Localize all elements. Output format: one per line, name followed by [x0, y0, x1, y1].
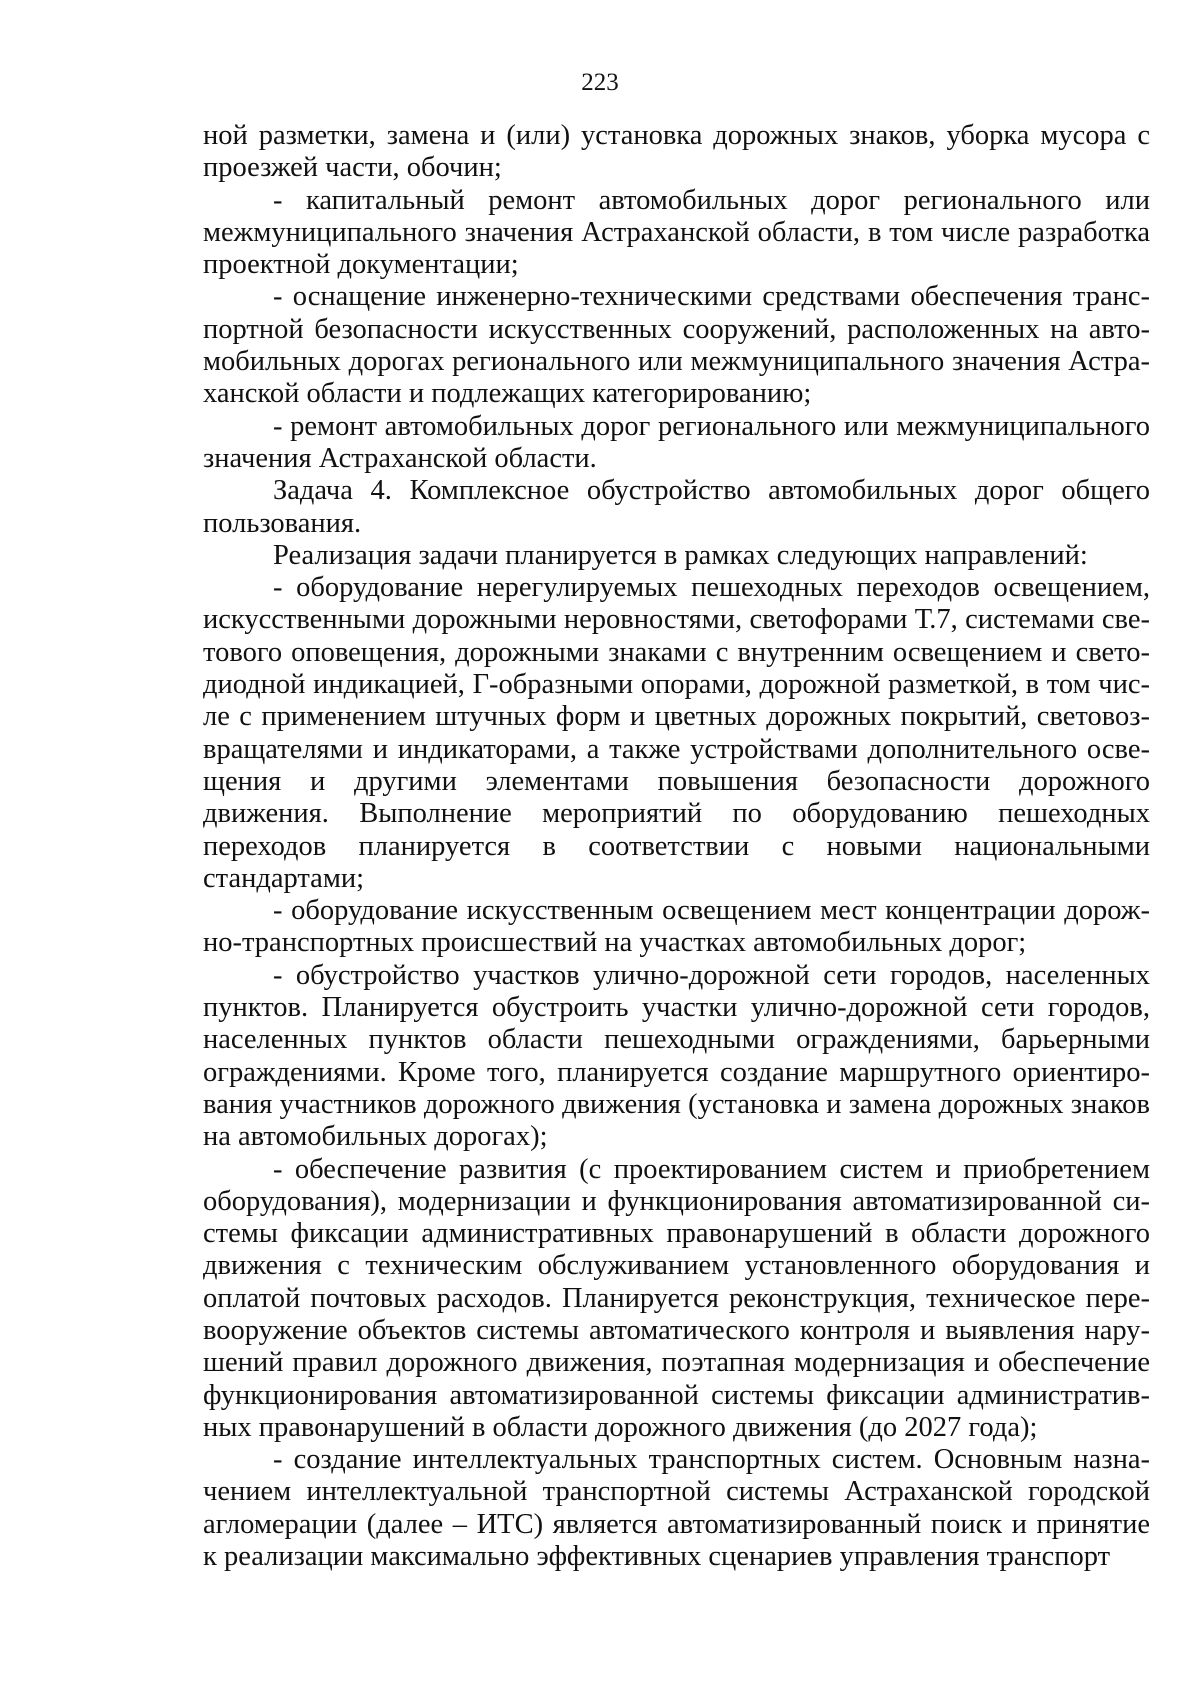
paragraph-artificial-lighting: - оборудование искусственным освещением мест концентрации дорожно-транспортных происшествий на участках автомобильных дорог; [203, 895, 1150, 959]
paragraph-transport-security: - оснащение инженерно-техническими средствами обеспечения транспортной безопасности искусственных сооружений, расположенных на автомобильных дорогах регионального или межмуниципального значения Астраханской области и подлежащих категорированию; [203, 281, 1150, 410]
paragraph-violation-system: - обеспечение развития (с проектированием систем и приобретением оборудования), модернизации и функционирования автоматизированной системы фиксации административных правонарушений в области дорожного движения с техническим обслуживанием установленного оборудования и оплатой почтовых расходов. Планируется реконструкция, техническое перевооружение объектов системы автоматического контроля и выявления нарушений правил дорожного движения, поэтапная модернизация и обеспечение функционирования автоматизированной системы фиксации административных правонарушений в области дорожного движения (до 2027 года); [203, 1153, 1150, 1443]
paragraph-pedestrian-crossings: - оборудование нерегулируемых пешеходных переходов освещением, искусственными дорожными неровностями, светофорами Т.7, системами светового оповещения, дорожными знаками с внутренним освещением и светодиодной индикацией, Г-образными опорами, дорожной разметкой, в том числе с применением штучных форм и цветных дорожных покрытий, световозвращателями и индикаторами, а также устройствами дополнительного освещения и другими элементами повышения безопасности дорожного движения. Выполнение мероприятий по оборудованию пешеходных переходов планируется в соответствии с новыми национальными стандартами; [203, 572, 1150, 894]
paragraph-street-network: - обустройство участков улично-дорожной сети городов, населенных пунктов. Планируется обустроить участки улично-дорожной сети городов, населенных пунктов области пешеходными ограждениями, барьерными ограждениями. Кроме того, планируется создание маршрутного ориентирования участников дорожного движения (установка и замена дорожных знаков на автомобильных дорогах); [203, 959, 1150, 1153]
paragraph-road-repair: - ремонт автомобильных дорог регионального или межмуниципального значения Астраханской области. [203, 410, 1150, 474]
paragraph-capital-repair: - капитальный ремонт автомобильных дорог регионального или межмуниципального значения Астраханской области, в том числе разработка проектной документации; [203, 184, 1150, 281]
paragraph-task-4: Задача 4. Комплексное обустройство автомобильных дорог общего пользования. [203, 475, 1150, 539]
page-number: 223 [581, 69, 619, 96]
paragraph-implementation-intro: Реализация задачи планируется в рамках следующих направлений: [273, 539, 1088, 571]
paragraph-continuation: ной разметки, замена и (или) установка дорожных знаков, уборка мусора с проезжей части, обочин; [203, 120, 1150, 184]
document-body [203, 120, 1150, 1573]
paragraph-intelligent-transport: - создание интеллектуальных транспортных систем. Основным назначением интеллектуальной транспортной системы Астраханской городской агломерации (далее – ИТС) является автоматизированный поиск и принятие к реализации максимально эффективных сценариев управления транспорт [203, 1444, 1150, 1573]
